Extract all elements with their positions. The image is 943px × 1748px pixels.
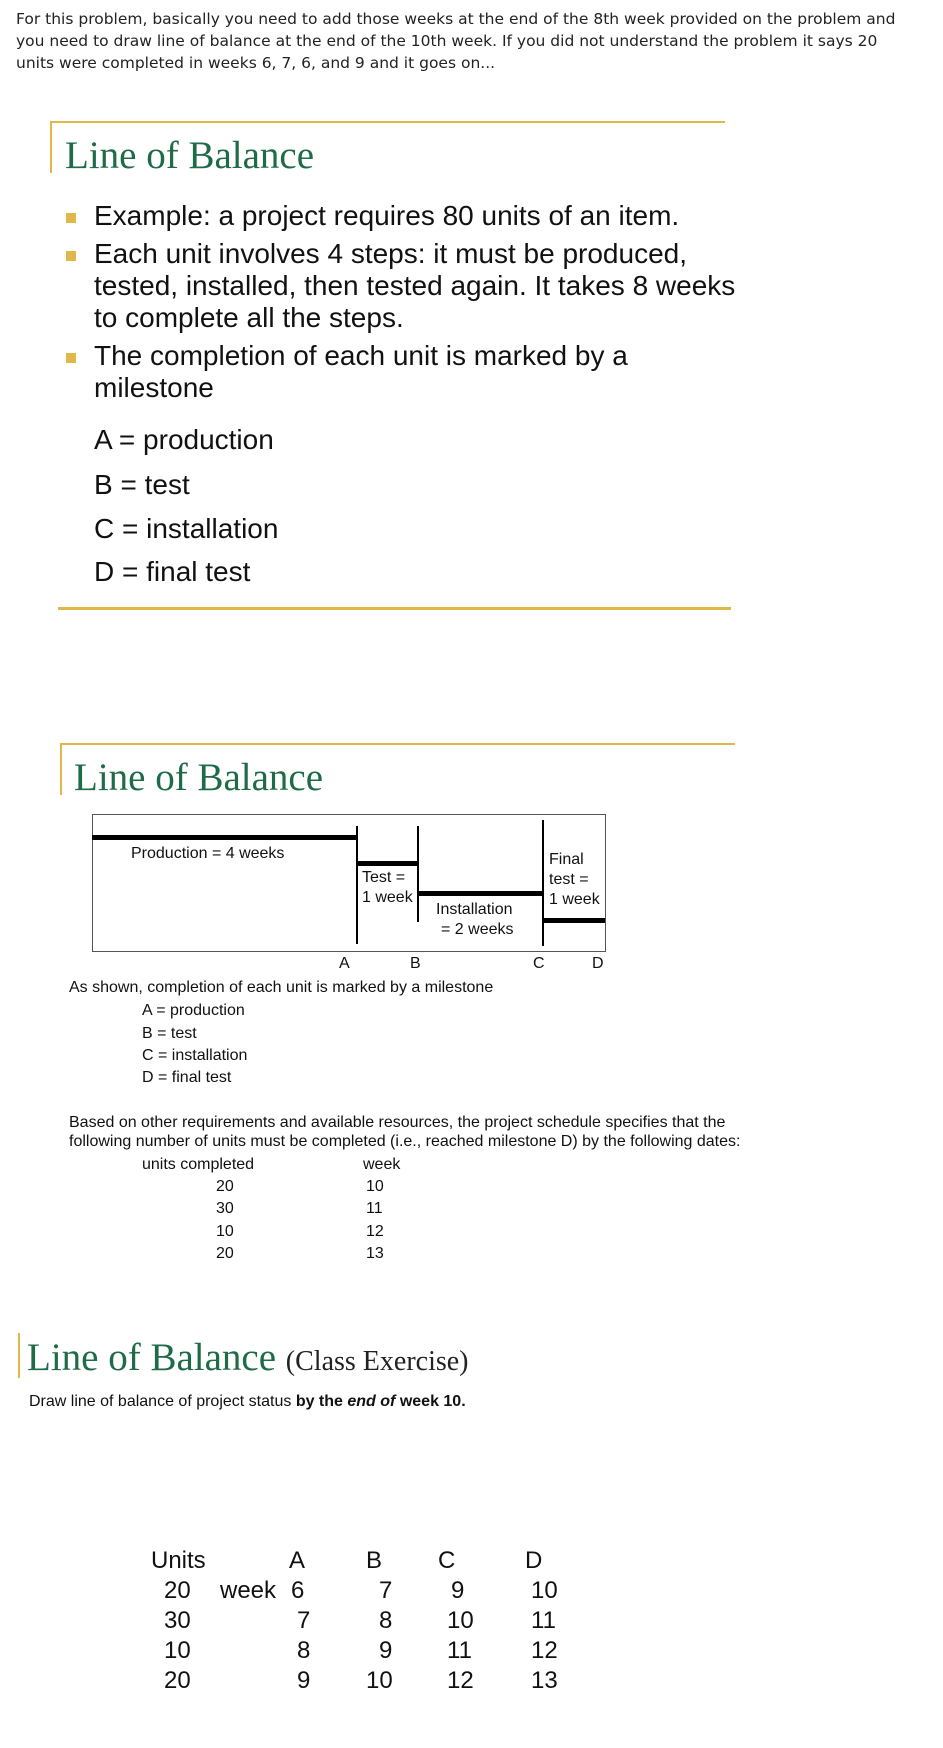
row-week: 10 [366, 1178, 384, 1195]
ex-d: 10 [531, 1577, 558, 1604]
ex-c: 10 [447, 1607, 474, 1634]
row-week: 12 [366, 1223, 384, 1240]
h-c: C [438, 1547, 456, 1574]
slide2-top-rule [60, 743, 735, 745]
ex-units: 30 [164, 1607, 191, 1634]
ex-c: 9 [451, 1577, 465, 1604]
ex-c: 12 [447, 1667, 474, 1694]
ex-b: 7 [379, 1577, 393, 1604]
instruction-bold: by the [295, 1393, 348, 1410]
intro-text: For this problem, basically you need to add those weeks at the end of the 8th week provided on the problem and you need to draw line of balance at the end of the 10th week. If you did not understand the problem it says 20 units were completed in weeks 6, 7, 6, and 9 and it goes on... [16, 10, 896, 72]
col-units-header: units completed [142, 1156, 255, 1173]
shown-text: As shown, completion of each unit is marked by a milestone [69, 979, 494, 996]
milestone-b: B = test [94, 469, 190, 500]
row-units: 20 [216, 1245, 234, 1262]
ex-a: 7 [297, 1607, 311, 1634]
instruction-bold-italic: end of [347, 1393, 396, 1410]
installation-label-1: Installation [436, 901, 513, 918]
test-label-1: Test = [362, 869, 406, 886]
milestone-d: D = final test [94, 556, 251, 587]
row-week: 13 [366, 1245, 384, 1262]
slide1-bottom-rule [58, 607, 731, 610]
test-label-2: 1 week [362, 889, 413, 906]
installation-label-2: = 2 weeks [441, 921, 514, 938]
divider-a [356, 826, 358, 944]
s2-milestone-b: B = test [142, 1025, 197, 1042]
final-test-label-1: Final [549, 851, 584, 868]
final-test-label-3: 1 week [549, 891, 600, 908]
s2-milestone-d: D = final test [142, 1069, 232, 1086]
ex-units: 20 [164, 1577, 191, 1604]
slide3-title-main: Line of Balance [27, 1336, 277, 1379]
slide3-title-sub: (Class Exercise) [285, 1346, 469, 1377]
bullet-item [66, 238, 746, 334]
bullet-text: Each unit involves 4 steps: it must be produced, tested, installed, then tested again. It takes 8 weeks to complete all the steps. [94, 238, 736, 333]
instruction-part: Draw line of balance of project status [29, 1393, 296, 1410]
instruction-bold-week: week 10. [395, 1393, 466, 1410]
production-bar [92, 835, 357, 840]
slide3-left-rule [18, 1333, 20, 1378]
divider-c [542, 820, 544, 946]
final-test-label-2: test = [549, 871, 589, 888]
ex-units: 20 [164, 1667, 191, 1694]
ex-d: 13 [531, 1667, 558, 1694]
requirements-text-2: following number of units must be completed (i.e., reached milestone D) by the following dates: [69, 1133, 741, 1150]
milestone-marker-b: B [410, 955, 421, 972]
requirements-text-1: Based on other requirements and available resources, the project schedule specifies that the [69, 1114, 726, 1131]
row-week: 11 [366, 1200, 383, 1217]
milestone-marker-d: D [592, 955, 604, 972]
slide1-top-rule [50, 121, 725, 123]
h-d: D [525, 1547, 543, 1574]
ex-a: 6 [291, 1577, 305, 1604]
h-b: B [366, 1547, 383, 1574]
slide1-title: Line of Balance [65, 134, 315, 177]
bullet-text: The completion of each unit is marked by a milestone [94, 340, 628, 403]
ex-d: 12 [531, 1637, 558, 1664]
bullet-marker-icon [66, 213, 76, 223]
final-test-bar [542, 918, 605, 923]
ex-units: 10 [164, 1637, 191, 1664]
divider-b [417, 826, 419, 922]
ex-a: 8 [297, 1637, 311, 1664]
ex-a: 9 [297, 1667, 311, 1694]
s2-milestone-c: C = installation [142, 1047, 248, 1064]
slide1-bullet-list [66, 200, 746, 404]
h-units: Units [151, 1547, 206, 1574]
s2-milestone-a: A = production [142, 1002, 245, 1019]
bullet-marker-icon [66, 251, 76, 261]
production-label: Production = 4 weeks [131, 845, 285, 862]
milestone-marker-a: A [339, 955, 350, 972]
exercise-instruction [29, 1393, 466, 1411]
ex-b: 10 [366, 1667, 393, 1694]
milestone-marker-c: C [533, 955, 545, 972]
bullet-text: Example: a project requires 80 units of an item. [94, 200, 680, 231]
slide3-title [27, 1335, 469, 1380]
ex-d: 11 [531, 1607, 556, 1634]
milestone-c: C = installation [94, 513, 279, 544]
slide2-title: Line of Balance [74, 756, 324, 799]
ex-b: 8 [379, 1607, 393, 1634]
test-bar [356, 861, 418, 866]
week-label: week [220, 1577, 277, 1604]
h-a: A [289, 1547, 306, 1574]
milestone-a: A = production [94, 424, 274, 455]
installation-bar [418, 891, 542, 896]
row-units: 20 [216, 1178, 234, 1195]
col-week-header: week [363, 1156, 401, 1173]
bullet-marker-icon [66, 353, 76, 363]
bullet-item [66, 200, 746, 232]
bullet-item [66, 340, 746, 404]
row-units: 10 [216, 1223, 234, 1240]
row-units: 30 [216, 1200, 234, 1217]
ex-b: 9 [379, 1637, 393, 1664]
ex-c: 11 [447, 1637, 472, 1664]
slide1-left-rule [50, 121, 52, 173]
slide2-left-rule [60, 743, 62, 795]
